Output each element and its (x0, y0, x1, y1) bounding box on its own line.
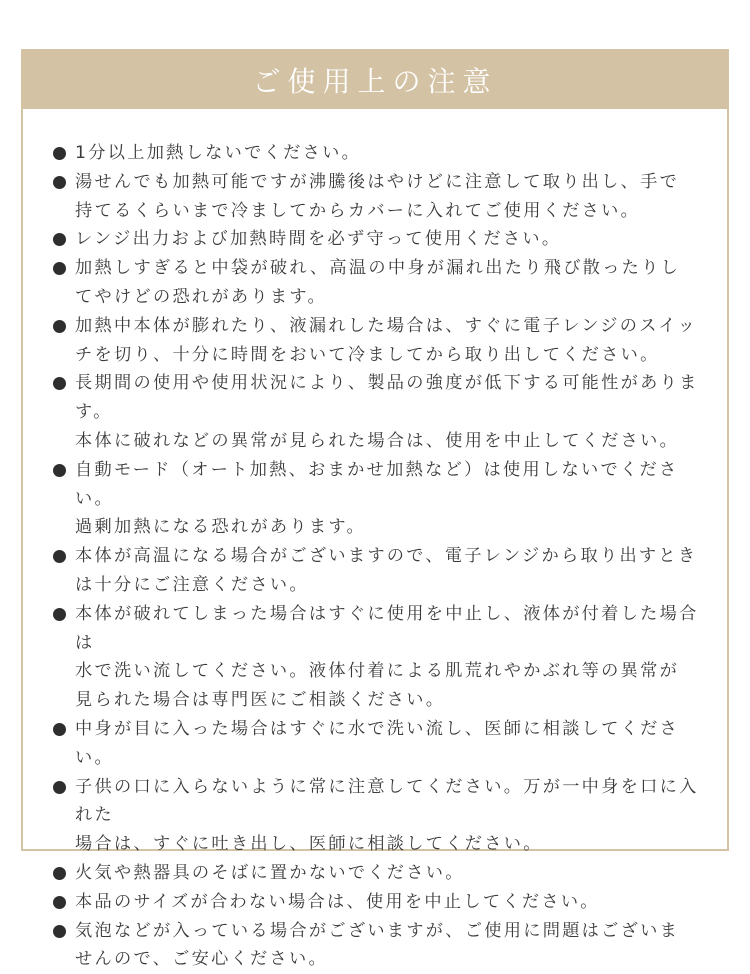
caution-text: 湯せんでも加熱可能ですが沸騰後はやけどに注意して取り出し、手で 持てるくらいまで冷ましてからカバーに入れてご使用ください。 (75, 171, 680, 221)
bullet-icon (53, 896, 66, 909)
caution-item (53, 312, 703, 370)
bullet-icon (53, 550, 66, 563)
caution-item (53, 254, 703, 312)
bullet-icon (53, 377, 66, 390)
caution-header (23, 51, 727, 109)
caution-text: 中身が目に入った場合はすぐに水で洗い流し、医師に相談してください。 (75, 718, 680, 768)
caution-title: ご使用上の注意 (252, 65, 498, 98)
caution-item (53, 456, 703, 542)
caution-text: 長期間の使用や使用状況により、製品の強度が低下する可能性があります。 本体に破れなどの異常が見られた場合は、使用を中止してください。 (75, 373, 699, 451)
bullet-icon (53, 147, 66, 160)
bullet-icon (53, 723, 66, 736)
caution-item (53, 139, 703, 168)
bullet-icon (53, 320, 66, 333)
bullet-icon (53, 233, 66, 246)
caution-item (53, 715, 703, 773)
bullet-icon (53, 262, 66, 275)
caution-item (53, 888, 703, 917)
caution-item (53, 859, 703, 888)
caution-text: 火気や熱器具のそばに置かないでください。 (75, 862, 465, 883)
caution-panel (21, 49, 729, 970)
caution-text: 本品のサイズが合わない場合は、使用を中止してください。 (75, 891, 600, 912)
caution-item (53, 773, 703, 859)
caution-text: 加熱中本体が膨れたり、液漏れした場合は、すぐに電子レンジのスイッ チを切り、十分に時間をおいて冷ましてから取り出してください。 (75, 315, 698, 365)
bullet-icon (53, 608, 66, 621)
caution-text: 1分以上加熱しないでください。 (75, 143, 362, 163)
bullet-icon (53, 464, 66, 477)
caution-text: レンジ出力および加熱時間を必ず守って使用ください。 (75, 229, 562, 250)
caution-item (53, 225, 703, 254)
bullet-icon (53, 925, 66, 938)
caution-item (53, 369, 703, 455)
caution-text: 子供の口に入らないように常に注意してください。万が一中身を口に入れた 場合は、すぐに吐き出し、医師に相談してください。 (75, 776, 699, 855)
caution-text: 自動モード（オート加熱、おまかせ加熱など）は使用しないでください。 過剰加熱になる恐れがあります。 (75, 459, 679, 538)
bullet-icon (53, 867, 66, 880)
bullet-icon (53, 781, 66, 794)
caution-text: 本体が高温になる場合がございますので、電子レンジから取り出すとき は十分にご注意ください。 (75, 546, 698, 595)
caution-item (53, 600, 703, 715)
caution-text: 本体が破れてしまった場合はすぐに使用を中止し、液体が付着した場合は 水で洗い流してください。液体付着による肌荒れやかぶれ等の異常が 見られた場合は専門医にご相談ください。 (75, 603, 699, 711)
caution-item (53, 168, 703, 226)
caution-text: 気泡などが入っている場合がございますが、ご使用に問題はございま せんので、ご安心ください。 (75, 920, 680, 970)
caution-list (53, 139, 703, 974)
caution-item (53, 542, 703, 600)
bullet-icon (53, 176, 66, 189)
caution-item (53, 917, 703, 974)
caution-text: 加熱しすぎると中袋が破れ、高温の中身が漏れ出たり飛び散ったりし てやけどの恐れがあります。 (75, 258, 681, 307)
